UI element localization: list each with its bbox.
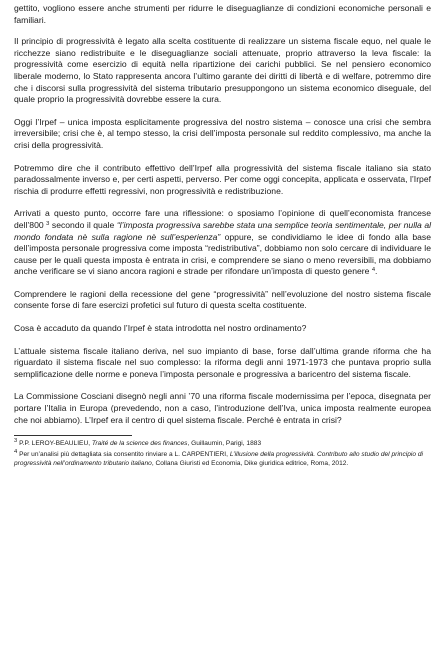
paragraph-5-part-1: Arrivati a questo punto, occorre fare una riflessione: o sposiamo l’opinione di quell’economista francese dell’800 <box>14 208 431 230</box>
footnote-4-author: Per un’analisi più dettagliata sia consentito rinviare a L. CARPENTIERI, <box>17 451 230 459</box>
paragraph-6: Comprendere le ragioni della recessione del gene “progressività” nell’evoluzione del nostro sistema fiscale consente forse di fare esercizi profetici sul futuro di questa scelta costituente. <box>14 288 431 311</box>
paragraph-1: gettito, vogliono essere anche strumenti per ridurre le diseguaglianze di condizioni economiche personali e familiari. <box>14 3 431 25</box>
footnote-3-author: P.P. LEROY-BEAULIEU, <box>17 440 92 448</box>
quote-leroy-beaulieu: “l’imposta progressiva sarebbe stata una semplice teoria sentimentale, per nulla al mondo fondata nè sulla ragione nè sull’esperienza” <box>14 219 432 242</box>
paragraph-9: La Commissione Cosciani disegnò negli anni ’70 una riforma fiscale modernissima per l’epoca, disegnata per portare l’Italia in Europa (prevedendo, non a caso, l’introduzione dell’Iva, unica imposta realmente europea che noi abbiamo). L’Irpef era il centro di quel sistema fiscale. Perché è entrata in crisi? <box>14 391 431 425</box>
footnote-ref-3: 3 <box>46 220 50 227</box>
paragraph-5 <box>14 208 431 278</box>
paragraph-5-part-3: oppure, se condividiamo le idee di fondo alla base dell’imposta personale progressiva come imposta “redistributiva”, dobbiamo non solo cercare di individuare le cause per le quali questa imposta è entrata in crisi, e comprendere se siano o meno reversibili, ma dobbiamo anche verificare se vi siano ancora ragioni e strade per rifondare un’imposta di questo genere <box>14 231 431 277</box>
footnote-3-title: Traité de la science des finances <box>91 440 188 448</box>
footnote-separator <box>14 435 132 436</box>
footnote-4-title: L’illusione della progressività. Contributo allo studio del principio di progressività nell’ordinamento tributario italiano <box>14 451 423 468</box>
paragraph-5-part-2: secondo il quale <box>49 219 117 230</box>
footnote-4-rest: , Collana Giuristi ed Economia, Dike giuridica editrice, Roma, 2012. <box>151 460 349 468</box>
paragraph-4: Potremmo dire che il contributo effettivo dell’Irpef alla progressività del sistema fiscale italiano sia stato paradossalmente inverso e, per certi aspetti, perverso. Per come oggi concepita, applicata e osservata, l’Irpef rischia di produrre effetti regressivi, non progressività e redistribuzione. <box>14 162 431 196</box>
footnote-4 <box>14 450 431 468</box>
footnote-marker-4: 4 <box>14 449 18 456</box>
paragraph-2: Il principio di progressività è legato alla scelta costituente di realizzare un sistema fiscale equo, nel quale le ricchezze siano redistribuite e le diseguaglianze sociali attenuate, proprio attraverso la leva fiscale: la progressività come esercizio di equità nella ripartizione dei carichi pubblici. Se nel pensiero economico liberale moderno, lo Stato rappresenta ancora l’ultimo garante dei diritti di libertà e di welfare, potremmo dire che i discorsi sulla progressività del sistema tributario presuppongono un sistema economico diseguale, del quale proprio la progressività dovrebbe essere la cura. <box>14 36 431 105</box>
footnote-3-rest: , Guillaumin, Parigi, 1883 <box>187 440 262 448</box>
paragraph-7: Cosa è accaduto da quando l’Irpef è stata introdotta nel nostro ordinamento? <box>14 323 307 334</box>
footnote-3 <box>14 439 431 448</box>
paragraph-5-part-4: . <box>375 266 378 277</box>
footnote-marker-3: 3 <box>14 438 18 445</box>
paragraph-8: L’attuale sistema fiscale italiano deriva, nel suo impianto di base, forse dall’ultima grande riforma che ha riguardato il sistema fiscale nel suo complesso: la riforma degli anni 1971-1973 che puntava proprio sulla semplificazione delle norme e poneva l’imposta personale e progressiva a baricentro del sistema fiscale. <box>14 345 431 379</box>
footnote-ref-4: 4 <box>371 267 376 274</box>
paragraph-3: Oggi l’Irpef – unica imposta esplicitamente progressiva del nostro sistema – conosce una crisi che sembra irreversibile; crisi che è, al tempo stesso, la crisi dell’imposta personale sul reddito complessivo, ma anche la crisi della progressività. <box>14 116 431 150</box>
